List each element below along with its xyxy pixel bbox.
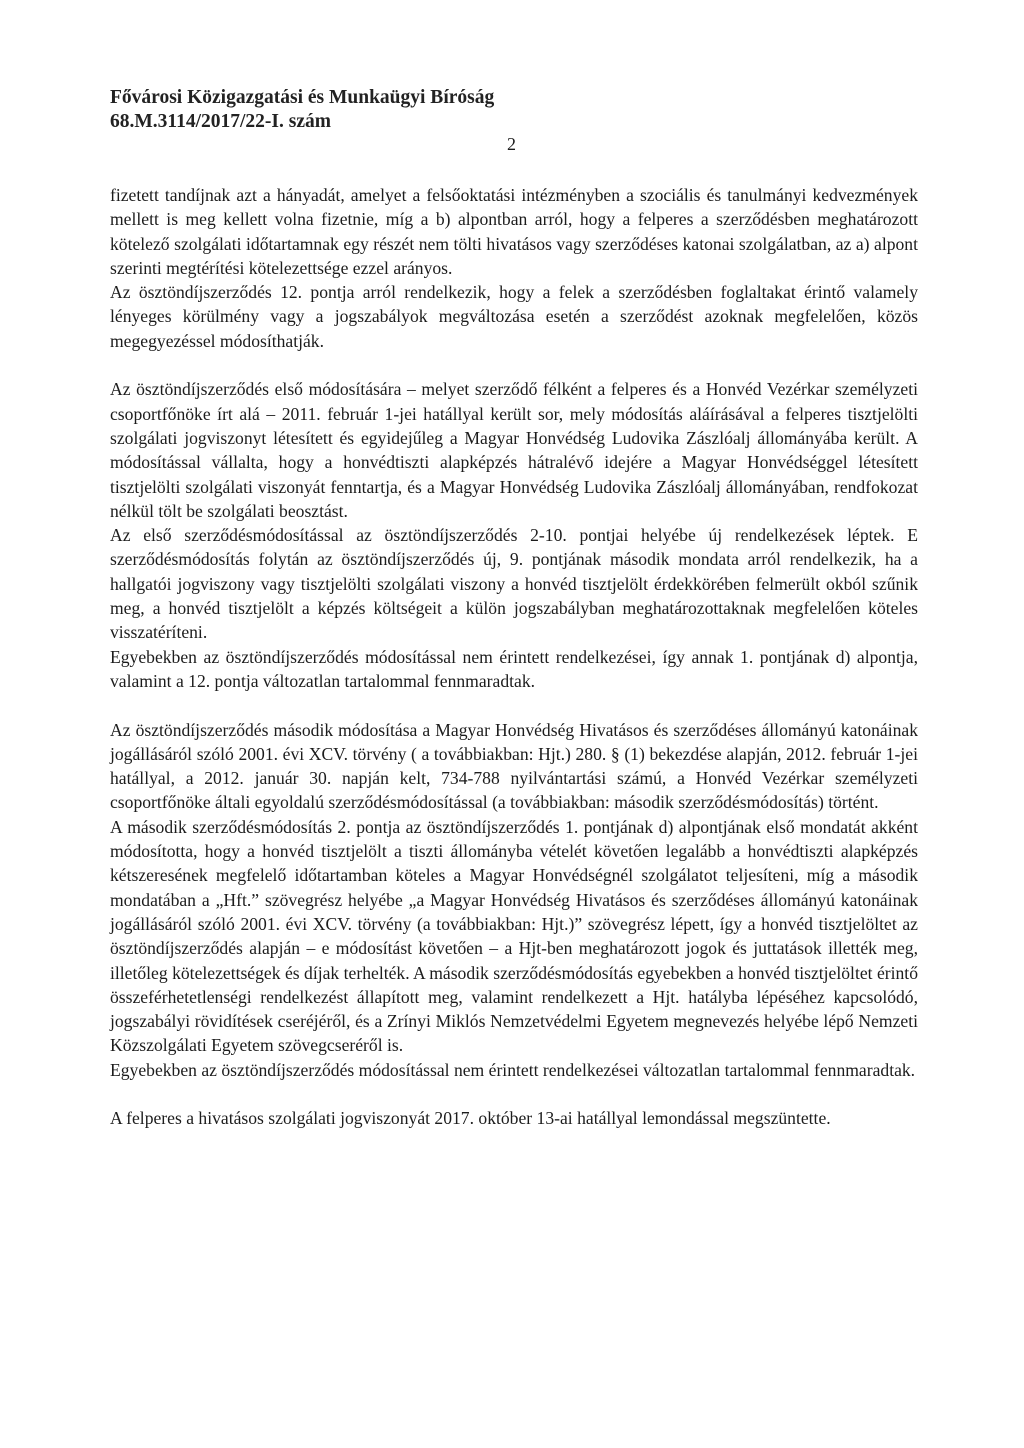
- court-name: Fővárosi Közigazgatási és Munkaügyi Bíróság: [110, 87, 495, 108]
- paragraph: A felperes a hivatásos szolgálati jogviszonyát 2017. október 13-ai hatállyal lemondással megszüntette.: [110, 1108, 831, 1129]
- paragraph: Az első szerződésmódosítással az ösztöndíjszerződés 2-10. pontjai helyébe új rendelkezések léptek. E szerződésmódosítás folytán az ösztöndíjszerződés új, 9. pontjának második mondata arról rendelkezik, ha a hallgatói jogviszony vagy tisztjelölti szolgálati viszony a honvéd tisztjelölt érdekkörében felmerült okból szűnik meg, a honvéd tisztjelölt a képzés költségeit a külön jogszabályban meghatározottaknak megfelelően köteles visszatéríteni.: [110, 525, 918, 643]
- document-body: [110, 183, 918, 1131]
- paragraph: Az ösztöndíjszerződés első módosítására – melyet szerződő félként a felperes és a Honvéd Vezérkar személyzeti csoportfőnöke írt alá – 2011. február 1-jei hatállyal került sor, mely módosítás aláírásával a felperes tisztjelölti szolgálati jogviszonyt létesített és egyidejűleg a Magyar Honvédség Ludovika Zászlóalj állományába került. A módosítással vállalta, hogy a honvédtiszti alapképzés hátralévő idejére a Magyar Honvédséggel létesített tisztjelölti szolgálati viszonyát fenntartja, és a Magyar Honvédség Ludovika Zászlóalj állományában, rendfokozat nélkül tölt be szolgálati beosztást.: [110, 379, 918, 521]
- paragraph: Egyebekben az ösztöndíjszerződés módosítással nem érintett rendelkezései változatlan tartalommal fennmaradtak.: [110, 1059, 916, 1080]
- paragraph: Az ösztöndíjszerződés 12. pontja arról rendelkezik, hogy a felek a szerződésben foglaltakat érintő valamely lényeges körülmény vagy a jogszabályok megváltozása esetén a szerződést azoknak megfelelően, közös megegyezéssel módosíthatják.: [110, 282, 918, 351]
- page-number: 2: [507, 134, 516, 154]
- paragraph: Egyebekben az ösztöndíjszerződés módosítással nem érintett rendelkezései, így annak 1. pontjának d) alpontja, valamint a 12. pontja változatlan tartalommal fennmaradtak.: [110, 646, 918, 691]
- document-header: [110, 86, 494, 134]
- paragraph: Az ösztöndíjszerződés második módosítása a Magyar Honvédség Hivatásos és szerződéses állományú katonáinak jogállásáról szóló 2001. évi XCV. törvény ( a továbbiakban: Hjt.) 280. § (1) bekezdése alapján, 2012. február 1-jei hatállyal, a 2012. január 30. napján kelt, 734-788 nyilvántartási számú, a Honvéd Vezérkar személyzeti csoportfőnöke általi egyoldalú szerződésmódosítással (a továbbiakban: második szerződésmódosítás) történt.: [110, 719, 918, 813]
- case-number: 68.M.3114/2017/22-I. szám: [110, 111, 331, 132]
- paragraph: A második szerződésmódosítás 2. pontja az ösztöndíjszerződés 1. pontjának d) alpontjának első mondatát akként módosította, hogy a honvéd tisztjelölt a tiszti állományba vételét követően legalább a honvédtiszti alapképzés kétszeresének megfelelő időtartamban köteles a Magyar Honvédségnél szolgálatot teljesíteni, míg a második mondatában a „Hft.” szövegrész helyébe „a Magyar Honvédség Hivatásos és szerződéses állományú katonáinak jogállásáról szóló 2001. évi XCV. törvény (a továbbiakban: Hjt.)” szövegrész lépett, így a honvéd tisztjelöltet az ösztöndíjszerződés alapján – e módosítást követően – a Hjt-ben meghatározott jogok és juttatások illették meg, illetőleg kötelezettségek és díjak terhelték. A második szerződésmódosítás egyebekben a honvéd tisztjelöltet érintő összeférhetetlenségi rendelkezést állapított meg, valamint rendelkezett a Hjt. hatályba lépéséhez kapcsolódó, jogszabályi rövidítések cseréjéről, és a Zrínyi Miklós Nemzetvédelmi Egyetem megnevezés helyébe lépő Nemzeti Közszolgálati Egyetem szövegcseréről is.: [110, 816, 918, 1056]
- paragraph: fizetett tandíjnak azt a hányadát, amelyet a felsőoktatási intézményben a szociális és tanulmányi kedvezmények mellett is meg kellett volna fizetnie, míg a b) alpontban arról, hogy a felperes a szerződésben meghatározott kötelező szolgálati időtartamnak egy részét nem tölti hivatásos vagy szerződéses katonai szolgálatban, az a) alpont szerinti megtérítési kötelezettsége ezzel arányos.: [110, 185, 918, 278]
